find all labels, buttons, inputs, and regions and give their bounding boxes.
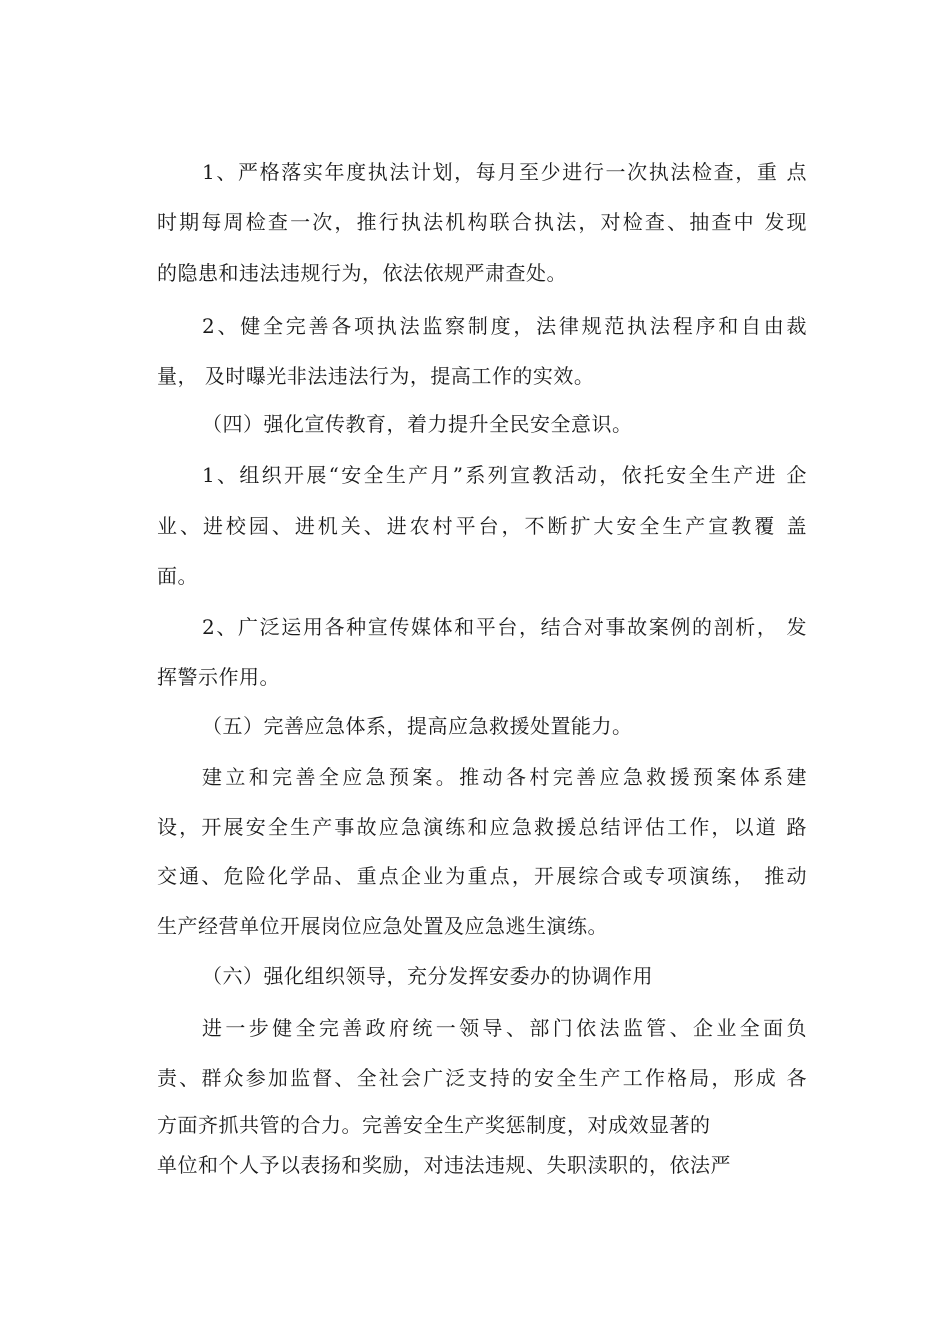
paragraph-line-19: 责、群众参加监督、全社会广泛支持的安全生产工作格局，形成 各 [157, 1066, 807, 1090]
paragraph-line-20: 方面齐抓共管的合力。完善安全生产奖惩制度，对成效显著的 [157, 1113, 711, 1137]
paragraph-line-21: 单位和个人予以表扬和奖励，对违法违规、失职渎职的，依法严 [157, 1153, 731, 1177]
paragraph-line-11: 挥警示作用。 [157, 665, 280, 689]
paragraph-line-1: 1、严格落实年度执法计划，每月至少进行一次执法检查，重 点 [202, 160, 807, 184]
paragraph-line-13: 建立和完善全应急预案。推动各村完善应急救援预案体系建 [202, 765, 807, 789]
section-heading-4: （四）强化宣传教育，着力提升全民安全意识。 [202, 412, 633, 436]
paragraph-line-2: 时期每周检查一次，推行执法机构联合执法，对检查、抽查中 发现 [157, 210, 807, 234]
section-heading-6: （六）强化组织领导，充分发挥安委办的协调作用 [202, 964, 653, 988]
paragraph-line-8: 业、进校园、进机关、进农村平台，不断扩大安全生产宣教覆 盖 [157, 514, 807, 538]
paragraph-line-18: 进一步健全完善政府统一领导、部门依法监管、企业全面负 [202, 1016, 807, 1040]
paragraph-line-7: 1、组织开展“安全生产月”系列宣教活动，依托安全生产进 企 [202, 463, 807, 487]
section-heading-5: （五）完善应急体系，提高应急救援处置能力。 [202, 714, 633, 738]
paragraph-line-4: 2、健全完善各项执法监察制度，法律规范执法程序和自由裁 [202, 314, 807, 338]
paragraph-line-15: 交通、危险化学品、重点企业为重点，开展综合或专项演练， 推动 [157, 864, 807, 888]
paragraph-line-9: 面。 [157, 564, 198, 588]
paragraph-line-14: 设，开展安全生产事故应急演练和应急救援总结评估工作，以道 路 [157, 815, 807, 839]
paragraph-line-5: 量， 及时曝光非法违法行为，提高工作的实效。 [157, 364, 595, 388]
paragraph-line-10: 2、广泛运用各种宣传媒体和平台，结合对事故案例的剖析， 发 [202, 615, 807, 639]
paragraph-line-16: 生产经营单位开展岗位应急处置及应急逃生演练。 [157, 914, 608, 938]
paragraph-line-3: 的隐患和违法违规行为，依法依规严肃查处。 [157, 261, 567, 285]
